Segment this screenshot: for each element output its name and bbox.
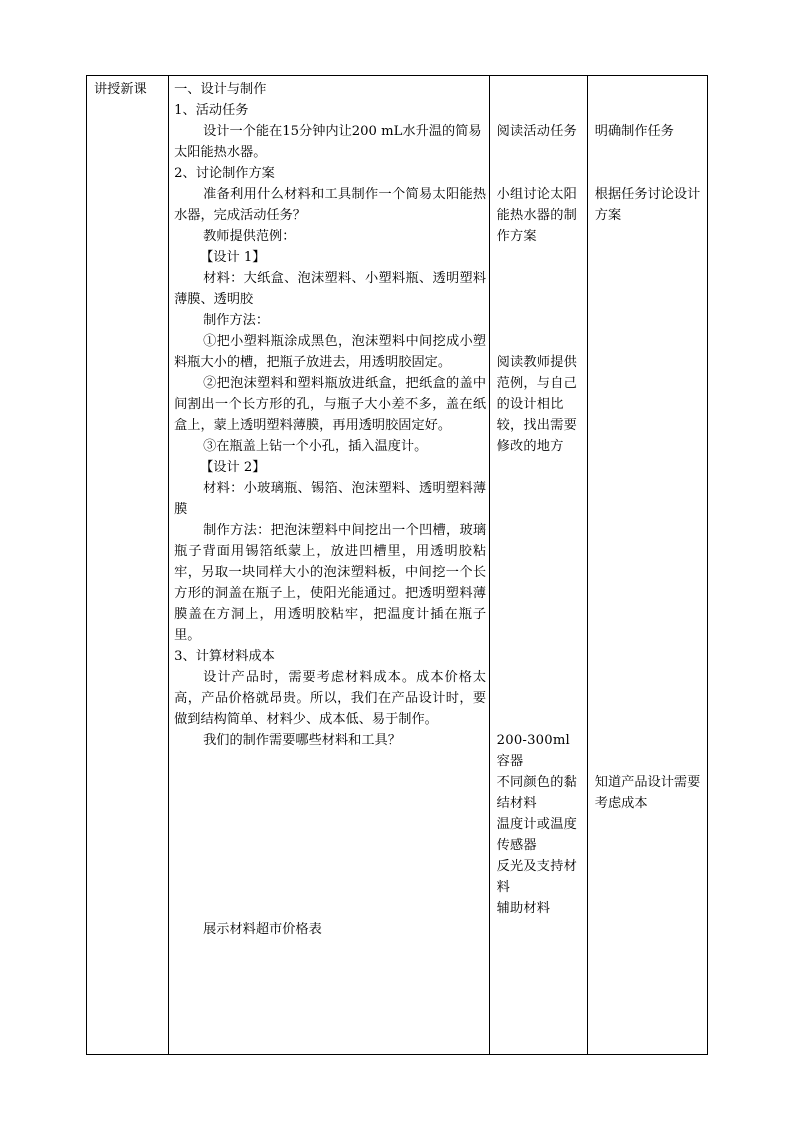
stage-cell: [87, 76, 169, 1055]
materials-item: 不同颜色的黏结材料: [496, 775, 577, 811]
read-example-text: 阅读教师提供范例，与自己的设计相比较，找出需要修改的地方: [496, 355, 577, 454]
question-text: 我们的制作需要哪些材料和工具？: [203, 733, 401, 748]
lesson-plan-table: [86, 75, 708, 1055]
materials-item: 200-300ml 容器: [496, 733, 570, 769]
discuss-plan-text: 根据任务讨论设计方案: [594, 187, 701, 223]
teacher-example: 教师提供范例：: [203, 229, 296, 244]
table-row: [87, 76, 708, 1055]
discuss-text: 准备利用什么材料和工具制作一个简易太阳能热水器，完成活动任务？: [174, 187, 487, 223]
design2-method: 制作方法：把泡沫塑料中间挖出一个凹槽，玻璃瓶子背面用锡箔纸蒙上，放进凹槽里，用透明胶粘牢，另取一块同样大小的泡沫塑料板，中间挖一个长方形的洞盖在瓶子上，使阳光能通过。把透明塑料薄膜盖在方洞上，用透明胶粘牢，把温度计插在瓶子里。: [174, 523, 487, 643]
student-activity-cell: [489, 76, 587, 1055]
materials-item: 温度计或温度传感器: [496, 817, 577, 853]
design1-step2: ②把泡沫塑料和塑料瓶放进纸盒，把纸盒的盖中间割出一个长方形的孔，与瓶子大小差不多，盖在纸盒上，蒙上透明塑料薄膜，再用透明胶固定好。: [174, 376, 487, 433]
intent-cell: [587, 76, 707, 1055]
read-task-text: 阅读活动任务: [496, 124, 577, 139]
design1-method-label: 制作方法：: [203, 313, 270, 328]
discuss-heading: 2、讨论制作方案: [174, 166, 275, 181]
design2-materials: 材料：小玻璃瓶、锡箔、泡沫塑料、透明塑料薄膜: [174, 481, 487, 517]
task-heading: 1、活动任务: [174, 103, 249, 118]
section-title: 一、设计与制作: [174, 82, 267, 97]
content-cell: [169, 76, 490, 1055]
design2-title: 【设计 2】: [200, 460, 266, 475]
group-discuss-text: 小组讨论太阳能热水器的制作方案: [496, 187, 577, 244]
design1-step1: ①把小塑料瓶涂成黑色，泡沫塑料中间挖成小塑料瓶大小的槽，把瓶子放进去，用透明胶固定。: [174, 334, 487, 370]
know-cost-text: 知道产品设计需要考虑成本: [594, 775, 701, 811]
clarify-task-text: 明确制作任务: [594, 124, 674, 139]
stage-label: 讲授新课: [94, 82, 147, 97]
show-price-text: 展示材料超市价格表: [203, 922, 322, 937]
design1-step3: ③在瓶盖上钻一个小孔，插入温度计。: [203, 439, 428, 454]
task-text: 设计一个能在15分钟内让200 mL水升温的简易太阳能热水器。: [174, 124, 482, 160]
materials-item: 辅助材料: [496, 901, 551, 916]
cost-text: 设计产品时，需要考虑材料成本。成本价格太高，产品价格就昂贵。所以，我们在产品设计时，要做到结构简单、材料少、成本低、易于制作。: [174, 670, 487, 727]
cost-heading: 3、计算材料成本: [174, 649, 275, 664]
design1-title: 【设计 1】: [200, 250, 266, 265]
materials-item: 反光及支持材料: [496, 859, 577, 895]
design1-materials: 材料：大纸盒、泡沫塑料、小塑料瓶、透明塑料薄膜、透明胶: [174, 271, 487, 307]
